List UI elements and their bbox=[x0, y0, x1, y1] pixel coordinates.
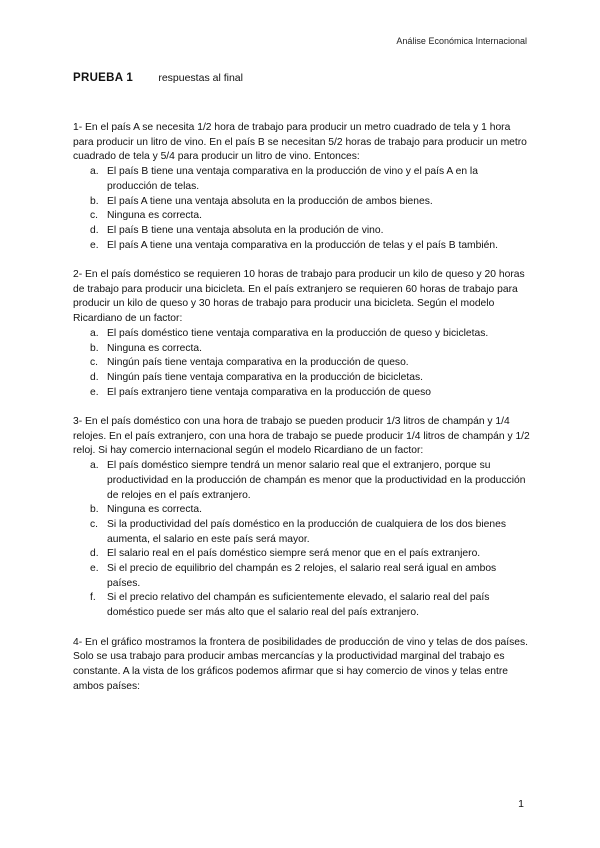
option-text: El país doméstico tiene ventaja comparativa en la producción de queso y bicicletas. bbox=[107, 327, 489, 339]
option-item bbox=[73, 209, 531, 224]
option-text: El país B tiene una ventaja absoluta en la produción de vino. bbox=[107, 224, 384, 236]
option-item bbox=[73, 371, 531, 386]
option-letter: e. bbox=[90, 239, 99, 251]
option-text: Ninguna es correcta. bbox=[107, 342, 203, 354]
option-item bbox=[73, 327, 531, 342]
page-number: 1 bbox=[518, 798, 524, 810]
option-item bbox=[73, 224, 531, 239]
option-item bbox=[73, 165, 531, 194]
question-3 bbox=[73, 415, 531, 621]
question-2 bbox=[73, 268, 531, 400]
option-letter: a. bbox=[90, 327, 99, 339]
option-item bbox=[73, 562, 531, 591]
options-list bbox=[73, 459, 531, 621]
options-list bbox=[73, 327, 531, 401]
option-text: Si el precio de equilibrio del champán es 2 relojes, el salario real será igual en ambos países. bbox=[107, 563, 497, 589]
question-text: 1- En el país A se necesita 1/2 hora de trabajo para producir un metro cuadrado de tela y 1 hora para producir un litro de vino. En el país B se necesitan 5/2 horas de trabajo para producir un metro cuadrado de tela y 5/4 para producir un litro de vino. Entonces: bbox=[73, 122, 527, 163]
option-letter: d. bbox=[90, 224, 99, 236]
option-item bbox=[73, 342, 531, 357]
option-item bbox=[73, 503, 531, 518]
option-letter: b. bbox=[90, 504, 99, 516]
option-letter: c. bbox=[90, 210, 99, 222]
option-item bbox=[73, 195, 531, 210]
option-letter: c. bbox=[90, 518, 99, 530]
option-letter: d. bbox=[90, 548, 99, 560]
option-text: El país extranjero tiene ventaja comparativa en la producción de queso bbox=[107, 386, 431, 398]
running-header: Análise Económica Internacional bbox=[396, 36, 527, 46]
option-text: Si la productividad del país doméstico en la producción de cualquiera de los dos bienes aumenta, el salario en este país será mayor. bbox=[107, 518, 506, 545]
questions-content bbox=[73, 121, 531, 709]
option-letter: f. bbox=[90, 592, 96, 604]
question-4 bbox=[73, 636, 531, 695]
option-text: El país A tiene una ventaja comparativa en la producción de telas y el país B también. bbox=[107, 239, 498, 251]
title-row bbox=[73, 72, 243, 84]
option-letter: a. bbox=[90, 166, 99, 178]
page-subtitle: respuestas al final bbox=[158, 72, 243, 84]
option-item bbox=[73, 591, 531, 620]
question-text: 3- En el país doméstico con una hora de trabajo se pueden producir 1/3 litros de champán y 1/4 relojes. En el país extranjero, con una hora de trabajo se puede producir 1/4 litros de champán y 1/2 reloj. Si hay comercio internacional según el modelo Ricardiano de un factor: bbox=[73, 416, 530, 457]
option-text: Ninguna es correcta. bbox=[107, 504, 203, 516]
option-text: El país doméstico siempre tendrá un menor salario real que el extranjero, porque su productividad en la producción de champán es menor que la productividad en la producción de relojes en el país extranjero. bbox=[107, 460, 526, 501]
option-letter: e. bbox=[90, 386, 99, 398]
option-text: El país A tiene una ventaja absoluta en la producción de ambos bienes. bbox=[107, 195, 433, 207]
option-text: Ninguna es correcta. bbox=[107, 210, 203, 222]
option-text: Si el precio relativo del champán es suficientemente elevado, el salario real del país doméstico puede ser más alto que el salario real del país extranjero. bbox=[107, 592, 490, 619]
option-text: El salario real en el país doméstico siempre será menor que en el país extranjero. bbox=[107, 548, 481, 560]
option-letter: b. bbox=[90, 195, 99, 207]
option-item bbox=[73, 518, 531, 547]
option-letter: e. bbox=[90, 563, 99, 575]
option-item bbox=[73, 547, 531, 562]
options-list bbox=[73, 165, 531, 253]
option-letter: a. bbox=[90, 460, 99, 472]
option-item bbox=[73, 239, 531, 254]
question-1 bbox=[73, 121, 531, 253]
question-text: 4- En el gráfico mostramos la frontera de posibilidades de producción de vino y telas de dos países. Solo se usa trabajo para producir ambas mercancías y la productividad marginal del trabajo es constante. A la vista de los gráficos podemos afirmar que si hay comercio de vinos y telas entre ambos países: bbox=[73, 636, 529, 692]
option-letter: c. bbox=[90, 357, 99, 369]
page-title: PRUEBA 1 bbox=[73, 72, 134, 84]
option-item bbox=[73, 386, 531, 401]
option-text: Ningún país tiene ventaja comparativa en la producción de queso. bbox=[107, 357, 409, 369]
option-item bbox=[73, 459, 531, 503]
question-text: 2- En el país doméstico se requieren 10 horas de trabajo para producir un kilo de queso y 20 horas de trabajo para producir una bicicleta. En el país extranjero se requieren 60 horas de trabajo para producir un kilo de queso y 30 horas de trabajo para producir una bicicleta. Según el modelo Ricardiano de un factor: bbox=[73, 269, 525, 325]
option-text: El país B tiene una ventaja comparativa en la producción de vino y el país A en la producción de telas. bbox=[107, 166, 478, 192]
option-text: Ningún país tiene ventaja comparativa en la producción de bicicletas. bbox=[107, 371, 423, 383]
option-letter: b. bbox=[90, 342, 99, 354]
option-letter: d. bbox=[90, 371, 99, 383]
option-item bbox=[73, 356, 531, 371]
